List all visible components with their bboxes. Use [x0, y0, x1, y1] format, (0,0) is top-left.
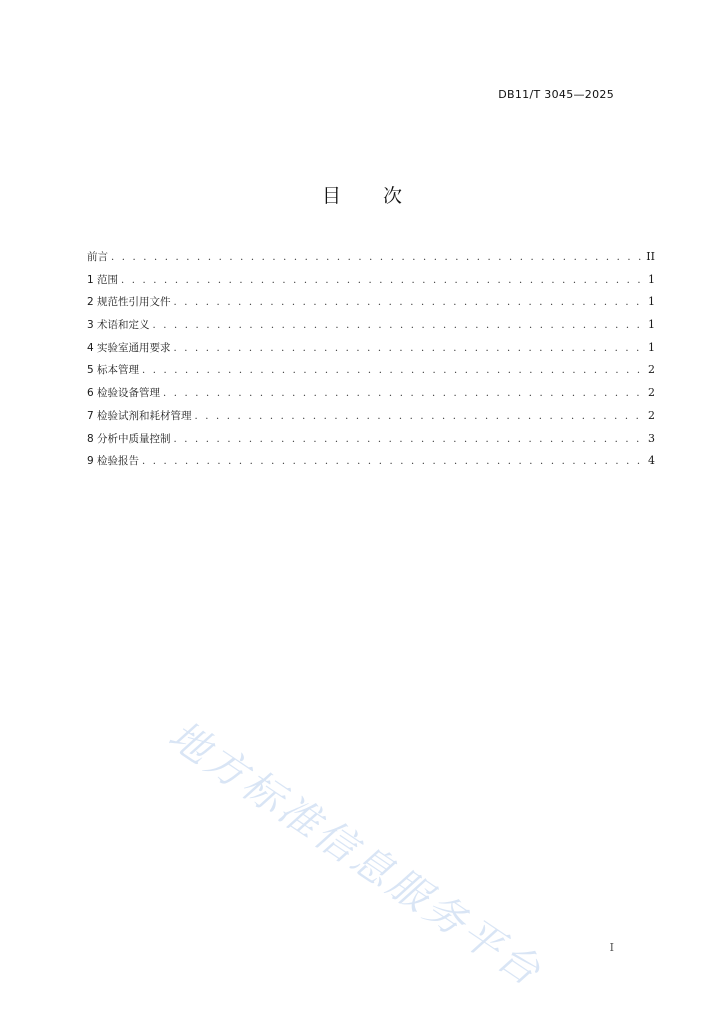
- toc-leader-dots: [195, 409, 641, 425]
- toc-entry-foreword[interactable]: [87, 249, 655, 272]
- toc-entry-page: II: [646, 250, 655, 263]
- toc-leader-dots: [174, 432, 641, 448]
- toc-entry-label: 4 实验室通用要求: [87, 341, 171, 354]
- toc-entry-page: 1: [648, 272, 655, 286]
- toc-title: 目 次: [321, 185, 421, 207]
- toc-entry-page: 1: [648, 318, 655, 332]
- toc-entry-page: 4: [648, 454, 655, 468]
- document-code: DB11/T 3045—2025: [498, 88, 614, 101]
- toc-entry-test-report[interactable]: [87, 453, 655, 476]
- toc-entry-label: 2 规范性引用文件: [87, 296, 171, 309]
- toc-entry-label: 7 检验试剂和耗材管理: [87, 409, 192, 422]
- toc-leader-dots: [111, 250, 641, 266]
- toc-entry-label: 1 范围: [87, 273, 119, 286]
- toc-entry-label: 9 检验报告: [87, 455, 140, 468]
- toc-entry-page: 1: [648, 340, 655, 354]
- toc-entry-label: 8 分析中质量控制: [87, 432, 171, 445]
- page-number: I: [609, 941, 614, 954]
- toc-entry-specimen-management[interactable]: [87, 362, 655, 385]
- toc-entry-label: 6 检验设备管理: [87, 387, 161, 400]
- toc-entry-page: 1: [648, 295, 655, 309]
- toc-entry-label: 3 术语和定义: [87, 319, 150, 332]
- toc-entry-scope[interactable]: [87, 272, 655, 295]
- toc-leader-dots: [174, 295, 641, 311]
- toc-entry-lab-general-requirements[interactable]: [87, 340, 655, 363]
- toc-entry-label: 前言: [87, 251, 108, 263]
- toc-entry-equipment-management[interactable]: [87, 385, 655, 408]
- toc-entry-terms-definitions[interactable]: [87, 317, 655, 340]
- watermark: 地方标准信息服务平台: [160, 712, 551, 997]
- toc-leader-dots: [174, 341, 641, 357]
- toc-entry-page: 2: [648, 408, 655, 422]
- toc-leader-dots: [153, 318, 641, 334]
- toc-leader-dots: [142, 454, 641, 470]
- toc-entry-reagents-consumables[interactable]: [87, 408, 655, 431]
- toc-list: [87, 249, 655, 476]
- toc-entry-label: 5 标本管理: [87, 364, 140, 377]
- toc-entry-normative-references[interactable]: [87, 294, 655, 317]
- toc-leader-dots: [163, 386, 641, 402]
- toc-entry-page: 2: [648, 386, 655, 400]
- toc-entry-page: 2: [648, 363, 655, 377]
- toc-leader-dots: [142, 363, 641, 379]
- toc-entry-page: 3: [648, 431, 655, 445]
- toc-leader-dots: [121, 273, 641, 289]
- toc-entry-analytical-quality-control[interactable]: [87, 431, 655, 454]
